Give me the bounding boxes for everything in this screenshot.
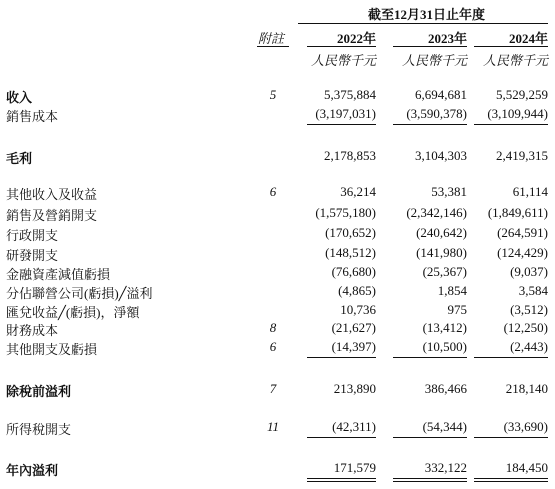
row-label-cost-of-sales: 銷售成本 bbox=[6, 109, 59, 124]
cell-other-income-2023: 53,381 bbox=[431, 184, 467, 199]
subtotal-rule-2023 bbox=[393, 357, 467, 358]
row-label-impairment-losses: 金融資產減值虧損 bbox=[6, 267, 111, 282]
row-label-profit-for-year: 年內溢利 bbox=[6, 463, 59, 478]
cell-profit-for-year-2022: 171,579 bbox=[333, 460, 376, 475]
total-double-rule-2023 bbox=[393, 478, 467, 482]
cell-selling-expenses-2023: (2,342,146) bbox=[406, 205, 467, 220]
cell-cost-of-sales-2023: (3,590,378) bbox=[406, 106, 467, 121]
cell-other-expenses-2023: (10,500) bbox=[422, 339, 467, 354]
cell-revenue-2023: 6,694,681 bbox=[415, 87, 467, 102]
row-label-income-tax: 所得稅開支 bbox=[6, 422, 72, 437]
row-note-profit-before-tax: 7 bbox=[269, 381, 277, 396]
cell-share-of-associates-2024: 3,584 bbox=[518, 283, 548, 298]
cell-profit-for-year-2024: 184,450 bbox=[505, 460, 548, 475]
unit-label-2022: 人民幣千元 bbox=[310, 53, 376, 68]
year-header-2024: 2024年 bbox=[508, 31, 548, 46]
cell-admin-expenses-2022: (170,652) bbox=[325, 225, 376, 240]
cell-revenue-2024: 5,529,259 bbox=[496, 87, 548, 102]
subtotal-rule-2024 bbox=[474, 124, 548, 125]
total-double-rule-2022 bbox=[307, 478, 376, 482]
cell-share-of-associates-2023: 1,854 bbox=[437, 283, 467, 298]
subtotal-rule-2024 bbox=[474, 357, 548, 358]
period-title: 截至12月31日止年度 bbox=[368, 7, 486, 22]
year-rule-2023 bbox=[393, 46, 467, 47]
row-label-profit-before-tax: 除稅前溢利 bbox=[6, 384, 72, 399]
subtotal-rule-2023 bbox=[393, 124, 467, 125]
cell-selling-expenses-2024: (1,849,611) bbox=[487, 205, 548, 220]
note-column-header: 附註 bbox=[258, 31, 285, 46]
cell-cost-of-sales-2024: (3,109,944) bbox=[487, 106, 548, 121]
row-label-fx-gains: 匯兌收益╱(虧損)，淨額 bbox=[6, 305, 140, 320]
cell-fx-gains-2022: 10,736 bbox=[340, 302, 376, 317]
cell-profit-before-tax-2023: 386,466 bbox=[424, 381, 467, 396]
unit-label-2024: 人民幣千元 bbox=[482, 53, 548, 68]
row-note-other-income: 6 bbox=[269, 184, 277, 199]
cell-gross-profit-2023: 3,104,303 bbox=[415, 148, 467, 163]
total-double-rule-2024 bbox=[474, 478, 548, 482]
year-rule-2022 bbox=[307, 46, 376, 47]
row-label-share-of-associates: 分佔聯營公司(虧損)╱溢利 bbox=[6, 286, 153, 301]
row-note-other-expenses: 6 bbox=[269, 339, 277, 354]
cell-finance-costs-2022: (21,627) bbox=[331, 320, 376, 335]
cell-income-tax-2023: (54,344) bbox=[422, 419, 467, 434]
cell-income-tax-2022: (42,311) bbox=[332, 419, 376, 434]
row-label-revenue: 收入 bbox=[6, 90, 33, 105]
row-label-admin-expenses: 行政開支 bbox=[6, 228, 59, 243]
row-label-finance-costs: 財務成本 bbox=[6, 323, 59, 338]
note-header-rule bbox=[257, 46, 289, 47]
cell-finance-costs-2023: (13,412) bbox=[422, 320, 467, 335]
cell-revenue-2022: 5,375,884 bbox=[324, 87, 376, 102]
row-label-other-income: 其他收入及收益 bbox=[6, 187, 98, 202]
year-header-2023: 2023年 bbox=[427, 31, 467, 46]
cell-rnd-expenses-2023: (141,980) bbox=[416, 245, 467, 260]
subtotal-rule-2022 bbox=[307, 357, 376, 358]
cell-other-expenses-2022: (14,397) bbox=[331, 339, 376, 354]
cell-selling-expenses-2022: (1,575,180) bbox=[315, 205, 376, 220]
cell-fx-gains-2024: (3,512) bbox=[510, 302, 548, 317]
cell-rnd-expenses-2024: (124,429) bbox=[497, 245, 548, 260]
row-note-finance-costs: 8 bbox=[269, 320, 277, 335]
row-label-selling-expenses: 銷售及營銷開支 bbox=[6, 208, 98, 223]
cell-impairment-losses-2022: (76,680) bbox=[331, 264, 376, 279]
row-note-income-tax: 11 bbox=[266, 419, 280, 434]
cell-profit-before-tax-2022: 213,890 bbox=[333, 381, 376, 396]
cell-share-of-associates-2022: (4,865) bbox=[338, 283, 376, 298]
subtotal-rule-2022 bbox=[307, 124, 376, 125]
cell-admin-expenses-2024: (264,591) bbox=[497, 225, 548, 240]
header-rule bbox=[298, 23, 548, 24]
cell-finance-costs-2024: (12,250) bbox=[503, 320, 548, 335]
cell-other-income-2024: 61,114 bbox=[512, 184, 548, 199]
year-rule-2024 bbox=[474, 46, 548, 47]
cell-profit-before-tax-2024: 218,140 bbox=[505, 381, 548, 396]
subtotal-rule-2024 bbox=[474, 437, 548, 438]
cell-admin-expenses-2023: (240,642) bbox=[416, 225, 467, 240]
cell-cost-of-sales-2022: (3,197,031) bbox=[315, 106, 376, 121]
cell-fx-gains-2023: 975 bbox=[447, 302, 467, 317]
cell-rnd-expenses-2022: (148,512) bbox=[325, 245, 376, 260]
row-note-revenue: 5 bbox=[269, 87, 277, 102]
cell-impairment-losses-2024: (9,037) bbox=[510, 264, 548, 279]
subtotal-rule-2022 bbox=[307, 437, 376, 438]
row-label-other-expenses: 其他開支及虧損 bbox=[6, 342, 98, 357]
row-label-gross-profit: 毛利 bbox=[6, 151, 33, 166]
cell-income-tax-2024: (33,690) bbox=[503, 419, 548, 434]
cell-gross-profit-2022: 2,178,853 bbox=[324, 148, 376, 163]
unit-label-2023: 人民幣千元 bbox=[401, 53, 467, 68]
year-header-2022: 2022年 bbox=[336, 31, 376, 46]
cell-impairment-losses-2023: (25,367) bbox=[422, 264, 467, 279]
row-label-rnd-expenses: 研發開支 bbox=[6, 248, 59, 263]
subtotal-rule-2023 bbox=[393, 437, 467, 438]
cell-other-expenses-2024: (2,443) bbox=[510, 339, 548, 354]
cell-other-income-2022: 36,214 bbox=[340, 184, 376, 199]
cell-gross-profit-2024: 2,419,315 bbox=[496, 148, 548, 163]
cell-profit-for-year-2023: 332,122 bbox=[424, 460, 467, 475]
